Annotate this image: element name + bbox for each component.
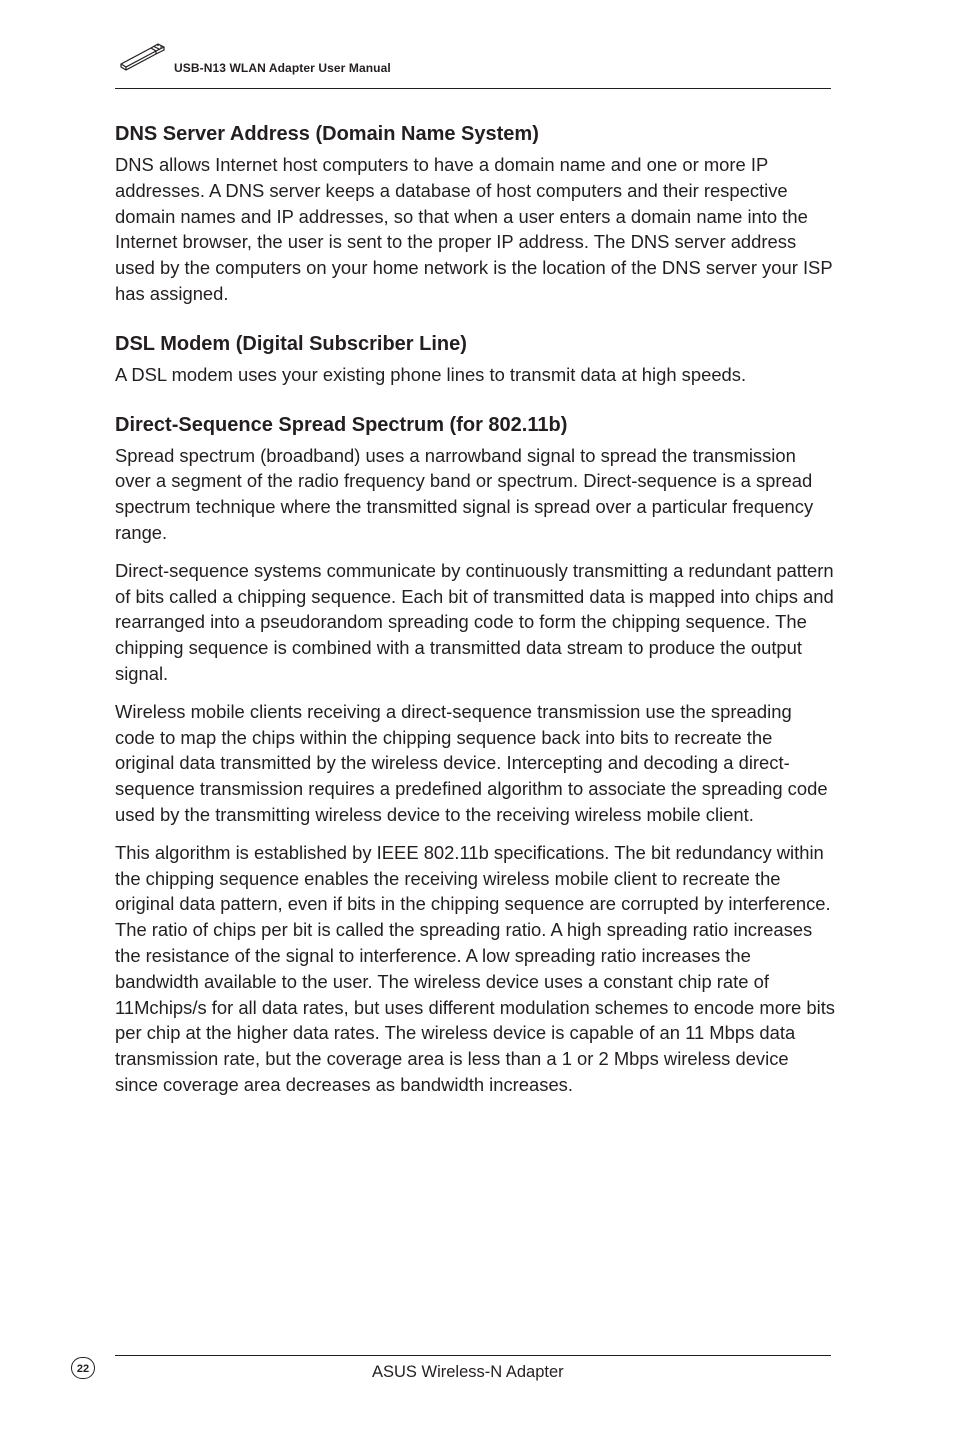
paragraph: Spread spectrum (broadband) uses a narrowband signal to spread the transmission over a segment of the radio frequency band or spectrum. Direct-sequence is a spread spectrum technique where the transmitted signal is spread over a particular frequency range. [115,444,814,543]
section-dsl-modem [115,330,835,388]
page-header [115,36,831,89]
section-dns-server-address [115,120,835,307]
section-direct-sequence-spread-spectrum [115,411,835,1098]
footer-title: ASUS Wireless-N Adapter [372,1363,564,1381]
page-content [115,120,835,1098]
manual-title: USB-N13 WLAN Adapter User Manual [174,61,391,75]
section-heading: Direct-Sequence Spread Spectrum (for 802.11b) [115,413,568,436]
paragraph: Direct-sequence systems communicate by continuously transmitting a redundant pattern of bits called a chipping sequence. Each bit of transmitted data is mapped into chips and rearranged into a pseudorandom spreading code to form the chipping sequence. The chipping sequence is combined with a transmitted data stream to produce the output signal. [115,559,834,684]
paragraph: A DSL modem uses your existing phone lines to transmit data at high speeds. [115,363,747,385]
paragraph: DNS allows Internet host computers to have a domain name and one or more IP addresses. A DNS server keeps a database of host computers and their respective domain names and IP addresses, so that when a user enters a domain name into the Internet browser, the user is sent to the proper IP address. The DNS server address used by the computers on your home network is the location of the DNS server your ISP has assigned. [115,154,833,304]
page-number-badge: 22 [71,1357,95,1379]
footer-divider [115,1355,831,1356]
section-heading: DNS Server Address (Domain Name System) [115,123,539,145]
usb-adapter-icon [118,40,168,74]
section-heading: DSL Modem (Digital Subscriber Line) [115,332,467,355]
paragraph: Wireless mobile clients receiving a direct-sequence transmission use the spreading code to map the chips within the chipping sequence back into bits to recreate the original data transmitted by the wireless device. Intercepting and decoding a direct-sequence transmission requires a predefined algorithm to associate the spreading code used by the transmitting wireless device to the receiving wireless mobile client. [115,700,828,825]
paragraph: This algorithm is established by IEEE 802.11b specifications. The bit redundancy within the chipping sequence enables the receiving wireless mobile client to recreate the original data pattern, even if bits in the chipping sequence are corrupted by interference. The ratio of chips per bit is called the spreading ratio. A high spreading ratio increases the resistance of the signal to interference. A low spreading ratio increases the bandwidth available to the user. The wireless device uses a constant chip rate of 11Mchips/s for all data rates, but uses different modulation schemes to encode more bits per chip at the higher data rates. The wireless device is capable of an 11 Mbps data transmission rate, but the coverage area is less than a 1 or 2 Mbps wireless device since coverage area decreases as bandwidth increases. [115,841,835,1095]
